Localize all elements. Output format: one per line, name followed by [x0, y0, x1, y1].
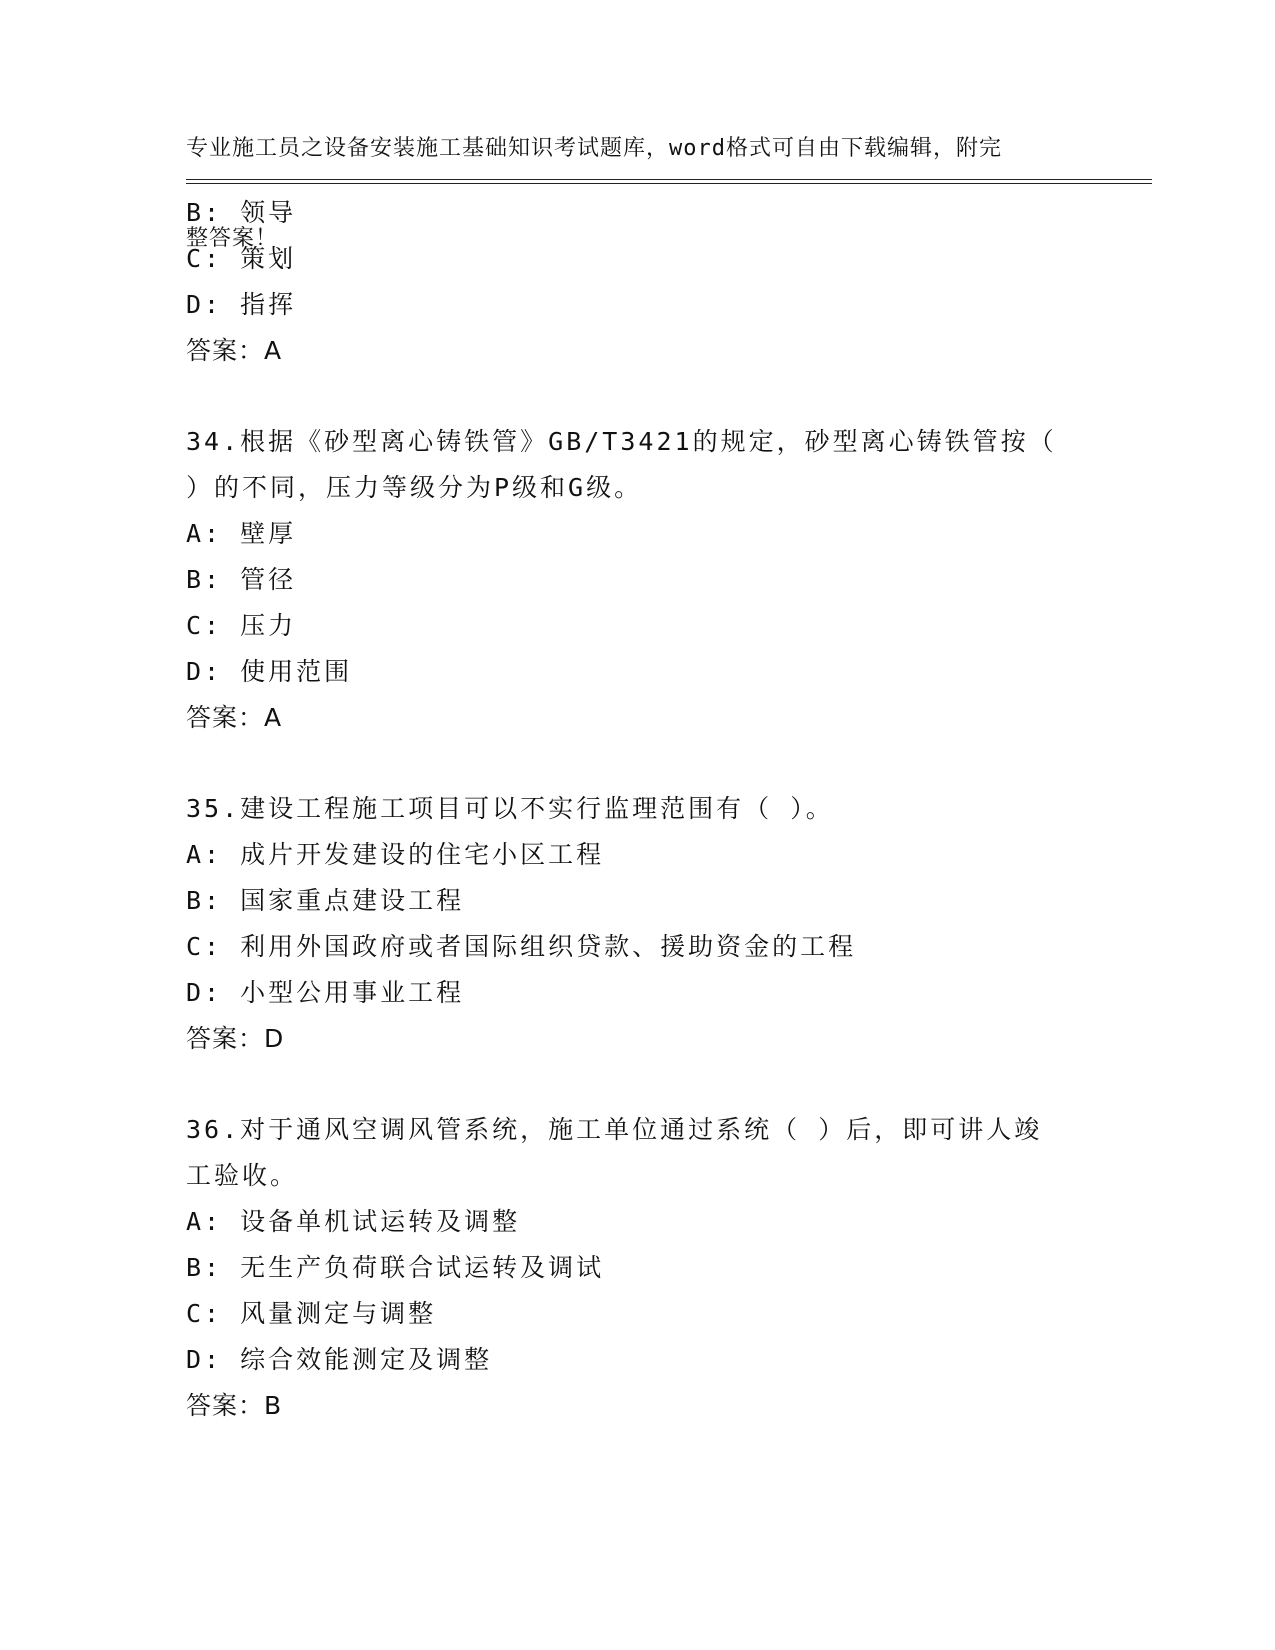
question-35: [186, 786, 1086, 1062]
option-d: D: 小型公用事业工程: [186, 978, 465, 1007]
question-36: [186, 1107, 1086, 1429]
option-b: B: 领导: [186, 198, 297, 227]
option-b: B: 无生产负荷联合试运转及调试: [186, 1253, 605, 1282]
spacer: [186, 741, 1086, 786]
question-list: [186, 190, 1086, 1429]
question-text-line-1: 34.根据《砂型离心铸铁管》GB/T3421的规定，砂型离心铸铁管按（: [186, 427, 1057, 456]
option-a: A: 壁厚: [186, 519, 297, 548]
question-text-line-1: 35.建设工程施工项目可以不实行监理范围有（ ）。: [186, 794, 834, 823]
question-34: [186, 419, 1086, 741]
answer-line: 答案：A: [186, 703, 283, 732]
option-d: D: 综合效能测定及调整: [186, 1345, 493, 1374]
option-a: A: 设备单机试运转及调整: [186, 1207, 521, 1236]
option-c: C: 利用外国政府或者国际组织贷款、援助资金的工程: [186, 932, 857, 961]
question-text-line-2: ）的不同，压力等级分为P级和G级。: [186, 473, 643, 502]
previous-question-tail: [186, 190, 1086, 374]
question-text-line-1: 36.对于通风空调风管系统，施工单位通过系统（ ）后，即可讲人竣: [186, 1115, 1043, 1144]
header-line-1: 专业施工员之设备安装施工基础知识考试题库，word格式可自由下载编辑，附完: [186, 136, 1002, 161]
option-b: B: 国家重点建设工程: [186, 886, 465, 915]
option-c: C: 策划: [186, 244, 297, 273]
answer-line: 答案：D: [186, 1024, 285, 1053]
header-divider-top: [186, 179, 1152, 180]
option-d: D: 指挥: [186, 290, 297, 319]
option-c: C: 风量测定与调整: [186, 1299, 437, 1328]
spacer: [186, 1062, 1086, 1107]
spacer: [186, 374, 1086, 419]
option-b: B: 管径: [186, 565, 297, 594]
option-c: C: 压力: [186, 611, 297, 640]
answer-line: 答案：B: [186, 1391, 283, 1420]
option-d: D: 使用范围: [186, 657, 353, 686]
option-a: A: 成片开发建设的住宅小区工程: [186, 840, 605, 869]
header-line-2: 整答案！: [186, 226, 279, 251]
header-divider-bottom: [186, 183, 1152, 184]
question-text-line-2: 工验收。: [186, 1161, 299, 1190]
answer-line: 答案：A: [186, 336, 283, 365]
